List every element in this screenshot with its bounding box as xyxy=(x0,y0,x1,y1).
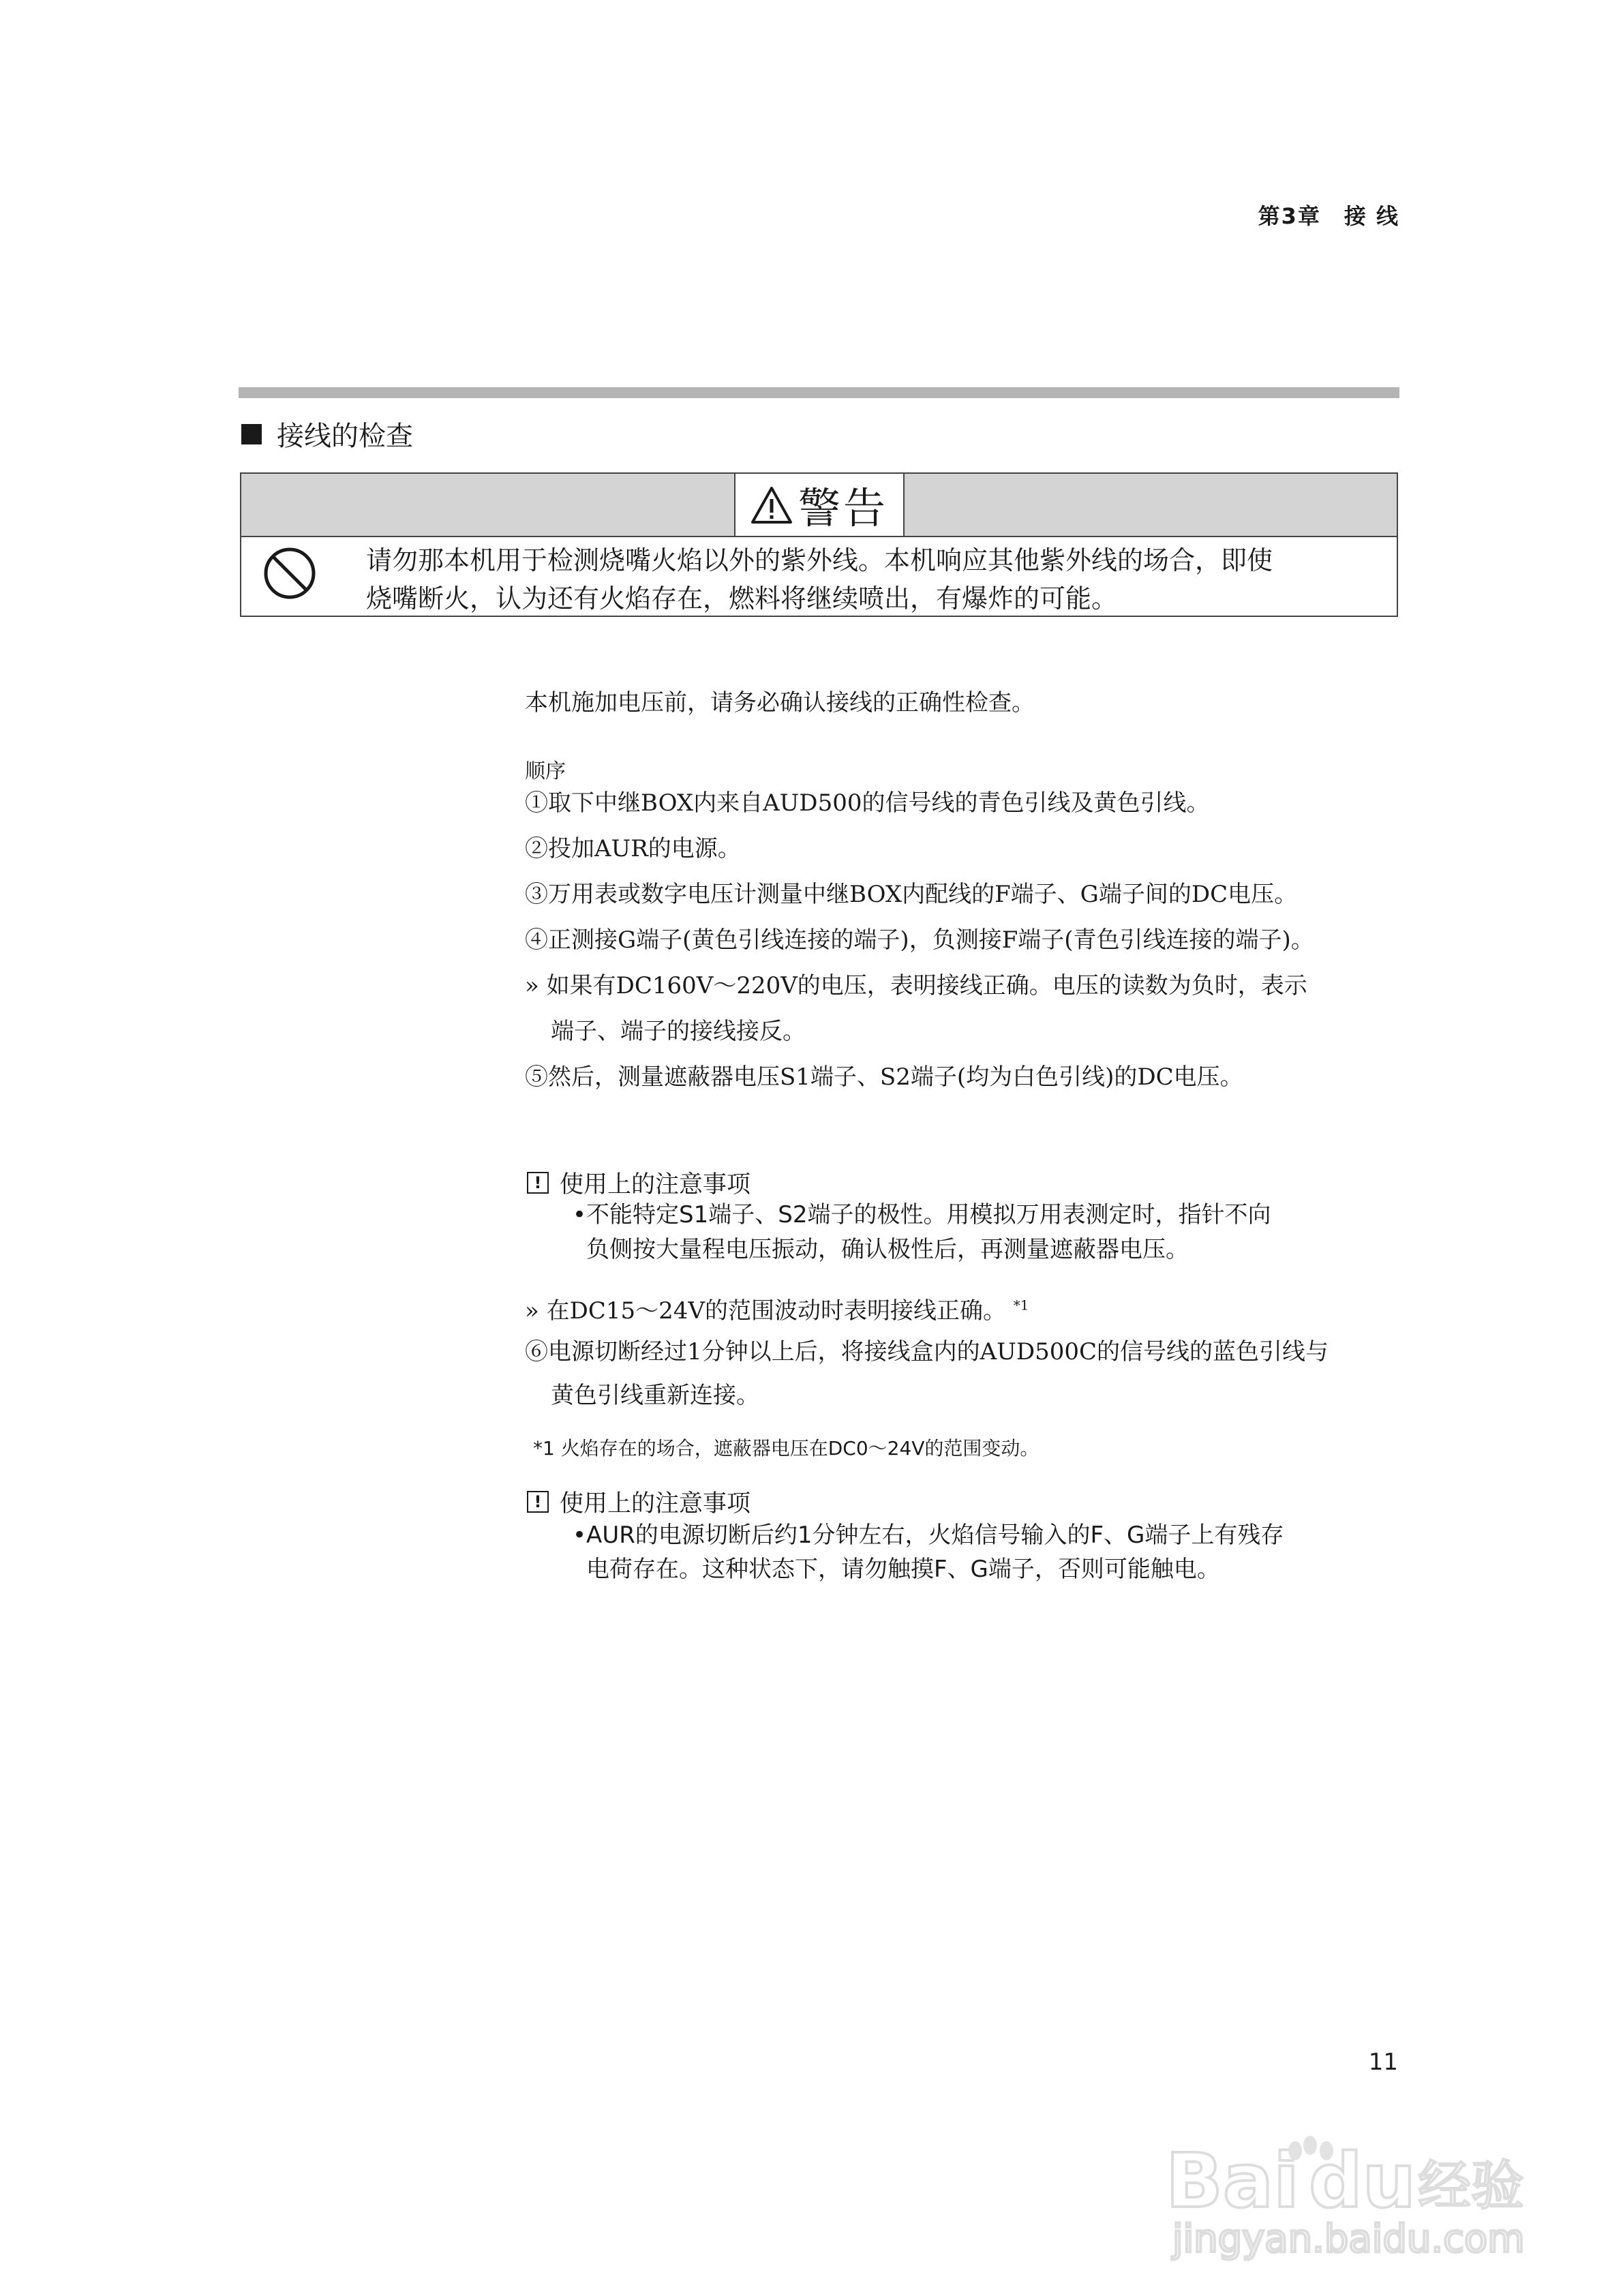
step-2: ②投加AUR的电源。 xyxy=(525,835,741,862)
note-1-heading xyxy=(527,1166,750,1200)
square-bullet-icon xyxy=(241,424,262,444)
step-6-line-2: 黄色引线重新连接。 xyxy=(551,1382,759,1409)
chapter-label: 第3章 xyxy=(1258,203,1321,229)
warning-box xyxy=(240,472,1398,617)
note-2-line-2: 电荷存在。这种状态下，请勿触摸F、G端子，否则可能触电。 xyxy=(586,1556,1220,1583)
warning-text-line-1: 请勿那本机用于检测烧嘴火焰以外的紫外线。本机响应其他紫外线的场合，即使 xyxy=(366,545,1273,575)
warning-body xyxy=(241,536,1397,616)
svg-text:jingyan.baidu.com: jingyan.baidu.com xyxy=(1172,2217,1525,2261)
step-6-line-1: ⑥电源切断经过1分钟以上后，将接线盒内的AUD500C的信号线的蓝色引线与 xyxy=(525,1338,1329,1365)
exclamation-icon: ! xyxy=(527,1172,549,1194)
warning-triangle-icon xyxy=(750,486,793,524)
step-4: ④正测接G端子(黄色引线连接的端子)，负测接F端子(青色引线连接的端子)。 xyxy=(525,926,1314,954)
svg-text:Bai: Bai xyxy=(1166,2137,1299,2224)
baidu-watermark-logo xyxy=(1152,2130,1534,2267)
exclamation-icon: ! xyxy=(527,1491,549,1513)
section-title: 接线的检查 xyxy=(277,421,413,452)
step-1: ①取下中继BOX内来自AUD500的信号线的青色引线及黄色引线。 xyxy=(525,789,1210,817)
note-2-title: 使用上的注意事项 xyxy=(560,1490,751,1517)
chapter-title: 接 线 xyxy=(1344,203,1399,229)
section-rule xyxy=(239,387,1399,398)
result-2-text: » 在DC15～24V的范围波动时表明接线正确。 xyxy=(525,1297,1006,1325)
result-2 xyxy=(525,1292,1029,1325)
prohibition-icon xyxy=(262,545,318,601)
note-1-title: 使用上的注意事项 xyxy=(560,1171,751,1198)
intro-text: 本机施加电压前，请务必确认接线的正确性检查。 xyxy=(525,689,1035,716)
warning-text xyxy=(366,541,1375,618)
procedure-label: 顺序 xyxy=(525,759,566,783)
warning-text-line-2: 烧嘴断火，认为还有火焰存在，燃料将继续喷出，有爆炸的可能。 xyxy=(366,584,1118,614)
footnote: *1 火焰存在的场合，遮蔽器电压在DC0～24V的范围变动。 xyxy=(533,1437,1040,1460)
note-1-line-1: •不能特定S1端子、S2端子的极性。用模拟万用表测定时，指针不向 xyxy=(573,1201,1271,1228)
chapter-header xyxy=(1258,199,1399,230)
svg-text:经验: 经验 xyxy=(1418,2156,1525,2217)
note-2-heading xyxy=(527,1485,750,1519)
note-2-line-1: •AUR的电源切断后约1分钟左右，火焰信号输入的F、G端子上有残存 xyxy=(573,1522,1284,1549)
warning-header xyxy=(241,474,1397,537)
warning-title-box xyxy=(734,474,905,536)
warning-title: 警告 xyxy=(798,483,888,533)
section-heading xyxy=(241,414,413,453)
result-1-line-1: » 如果有DC160V～220V的电压，表明接线正确。电压的读数为负时，表示 xyxy=(525,972,1307,999)
result-1-line-2: 端子、端子的接线接反。 xyxy=(551,1018,806,1045)
note-1-line-2: 负侧按大量程电压振动，确认极性后，再测量遮蔽器电压。 xyxy=(586,1236,1189,1263)
step-3: ③万用表或数字电压计测量中继BOX内配线的F端子、G端子间的DC电压。 xyxy=(525,881,1298,908)
svg-text:du: du xyxy=(1309,2137,1416,2224)
footnote-ref: *1 xyxy=(1013,1297,1029,1314)
step-5: ⑤然后，测量遮蔽器电压S1端子、S2端子(均为白色引线)的DC电压。 xyxy=(525,1063,1243,1091)
page-number: 11 xyxy=(1368,2049,1398,2076)
